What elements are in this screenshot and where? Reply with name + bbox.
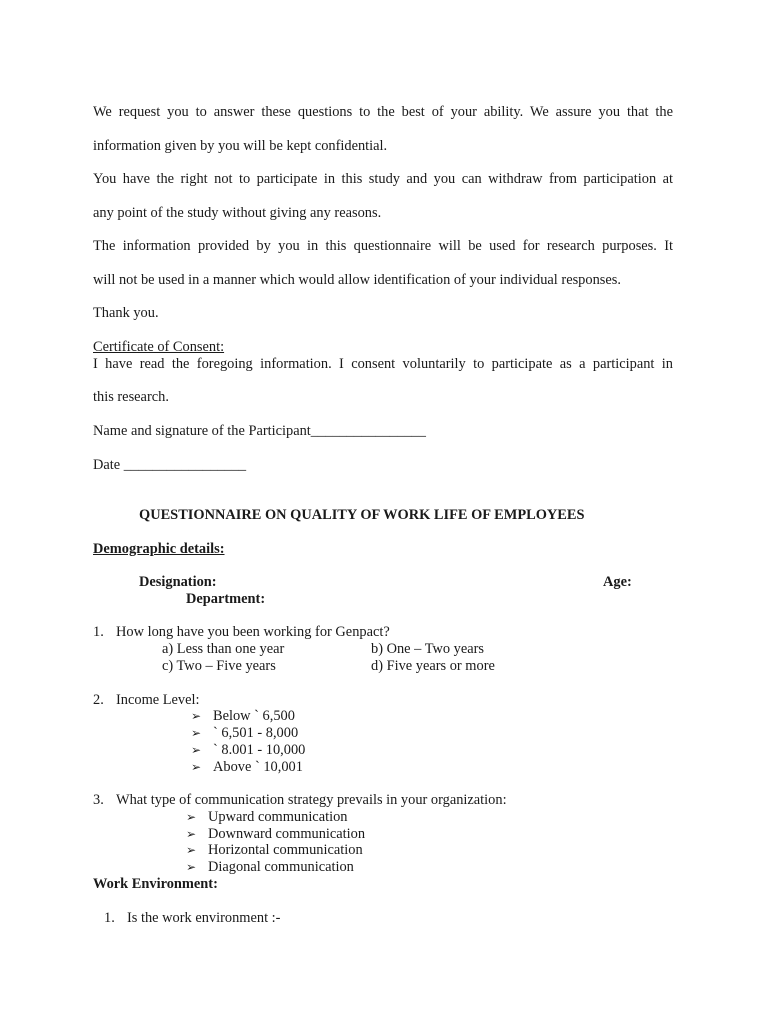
work-environment-question-1 — [104, 910, 280, 927]
intro-line: any point of the study without giving any reasons. — [93, 205, 382, 221]
consent-line: I have read the foregoing information. I consent voluntarily to participate as a participant in — [93, 356, 673, 372]
department-label: Department: — [186, 591, 266, 607]
question-number: 1. — [104, 910, 115, 926]
intro-line: We request you to answer these questions to the best of your ability. We assure you that the — [93, 104, 673, 120]
arrowhead-bullet-icon: ➢ — [191, 743, 202, 757]
question-2 — [93, 692, 200, 709]
question-text: Income Level: — [116, 692, 200, 708]
income-option[interactable]: ➢ ` 8.001 - 10,000 — [191, 742, 306, 758]
question-3 — [93, 792, 507, 809]
communication-option[interactable]: ➢ Upward communication — [186, 809, 348, 825]
work-environment-heading: Work Environment: — [93, 876, 218, 892]
option-a[interactable]: a) Less than one year — [162, 641, 285, 657]
income-option[interactable]: ➢ Below ` 6,500 — [191, 708, 295, 724]
communication-option[interactable]: ➢ Diagonal communication — [186, 859, 354, 875]
arrowhead-bullet-icon: ➢ — [191, 760, 202, 774]
consent-heading: Certificate of Consent: — [93, 339, 225, 355]
arrowhead-bullet-icon: ➢ — [186, 827, 197, 841]
intro-line: The information provided by you in this questionnaire will be used for research purposes. It — [93, 238, 673, 254]
communication-option[interactable]: ➢ Downward communication — [186, 826, 366, 842]
arrowhead-bullet-icon: ➢ — [186, 860, 197, 874]
designation-label: Designation: — [139, 574, 217, 590]
question-text: Is the work environment :- — [127, 910, 281, 926]
date-field[interactable]: Date _________________ — [93, 457, 247, 473]
question-number: 3. — [93, 792, 104, 808]
participant-signature-field[interactable]: Name and signature of the Participant________________ — [93, 423, 426, 439]
arrowhead-bullet-icon: ➢ — [186, 843, 197, 857]
age-label: Age: — [603, 574, 632, 590]
thank-you-text: Thank you. — [93, 305, 159, 321]
questionnaire-title: QUESTIONNAIRE ON QUALITY OF WORK LIFE OF EMPLOYEES — [139, 507, 585, 523]
intro-line: information given by you will be kept confidential. — [93, 138, 388, 154]
question-text: How long have you been working for Genpact? — [116, 624, 390, 640]
question-number: 2. — [93, 692, 104, 708]
option-c[interactable]: c) Two – Five years — [162, 658, 276, 674]
arrowhead-bullet-icon: ➢ — [191, 726, 202, 740]
question-1 — [93, 624, 390, 641]
income-option[interactable]: ➢ Above ` 10,001 — [191, 759, 303, 775]
arrowhead-bullet-icon: ➢ — [191, 709, 202, 723]
consent-line: this research. — [93, 389, 169, 405]
communication-option[interactable]: ➢ Horizontal communication — [186, 842, 363, 858]
question-text: What type of communication strategy prevails in your organization: — [116, 792, 507, 808]
option-b[interactable]: b) One – Two years — [371, 641, 485, 657]
intro-line: You have the right not to participate in this study and you can withdraw from participation at — [93, 171, 673, 187]
demographic-heading: Demographic details: — [93, 541, 225, 557]
arrowhead-bullet-icon: ➢ — [186, 810, 197, 824]
intro-line: will not be used in a manner which would allow identification of your individual responses. — [93, 272, 621, 288]
option-d[interactable]: d) Five years or more — [371, 658, 495, 674]
income-option[interactable]: ➢ ` 6,501 - 8,000 — [191, 725, 299, 741]
question-number: 1. — [93, 624, 104, 640]
